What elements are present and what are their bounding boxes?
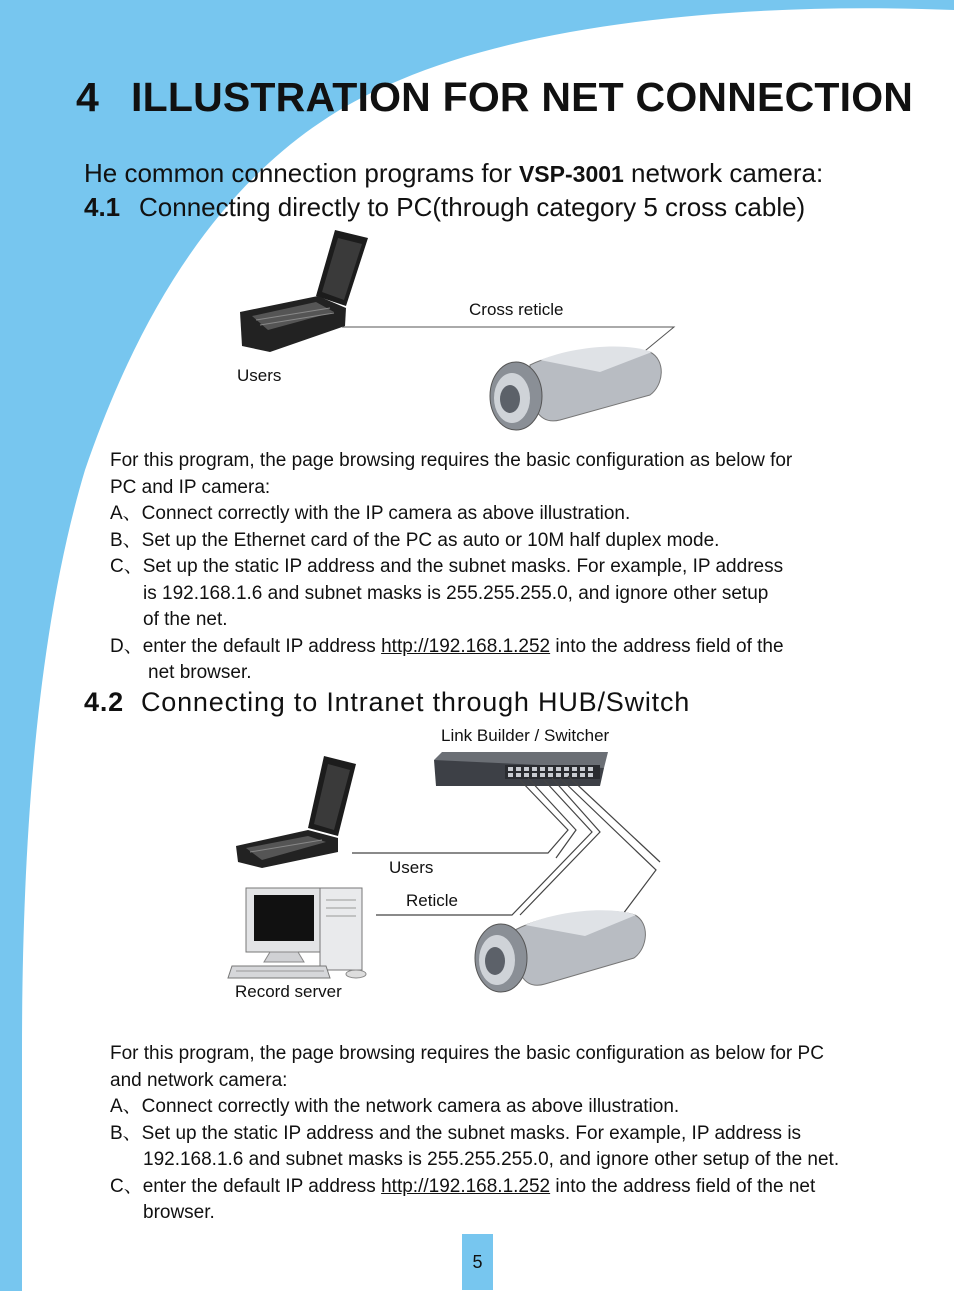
record-server-label: Record server	[235, 982, 342, 1001]
reticle-label: Reticle	[406, 891, 458, 910]
intro-line: He common connection programs for VSP-3001 network camera:	[84, 158, 824, 188]
section-4-1-text: For this program, the page browsing requires the basic configuration as below for PC and IP camera: A、Connect correctly with the IP camera as above illustration. B、Set up the Ethernet card of the PC as auto or 10M half duplex mode. C、Set up the static IP address and the subnet masks. For example, IP address is 192.168.1.6 and subnet masks is 255.255.255.0, and ignore other setup of the net. D、enter the default IP address http://192.168.1.252 into the address field of the net browser.	[110, 450, 793, 683]
default-ip-link[interactable]: http://192.168.1.252	[381, 635, 551, 657]
page-number: 5	[462, 1234, 493, 1290]
users-label: Users	[237, 366, 282, 385]
desktop-pc-icon	[228, 888, 366, 978]
users-label-2: Users	[389, 858, 434, 877]
page-heading: 4 ILLUSTRATION FOR NET CONNECTION	[76, 74, 914, 120]
default-ip-link-2[interactable]: http://192.168.1.252	[381, 1175, 551, 1197]
section-4-2-text: For this program, the page browsing requires the basic configuration as below for PC and network camera: A、Connect correctly with the network camera as above illustration. B、Set up the static IP address and the subnet masks. For example, IP address is 192.168.1.6 and subnet masks is 255.255.255.0, and ignore other setup of the net. C、enter the default IP address http://192.168.1.252 into the address field of the net browser.	[110, 1043, 840, 1223]
laptop-icon	[236, 756, 356, 868]
section-4-2-heading: 4.2 Connecting to Intranet through HUB/Switch	[84, 687, 691, 717]
cable-label: Cross reticle	[469, 300, 564, 319]
switch-label: Link Builder / Switcher	[441, 726, 610, 745]
camera-icon	[475, 910, 645, 992]
model-name: VSP-3001	[518, 161, 624, 187]
section-4-1-heading: 4.1 Connecting directly to PC(through category 5 cross cable)	[84, 192, 806, 222]
